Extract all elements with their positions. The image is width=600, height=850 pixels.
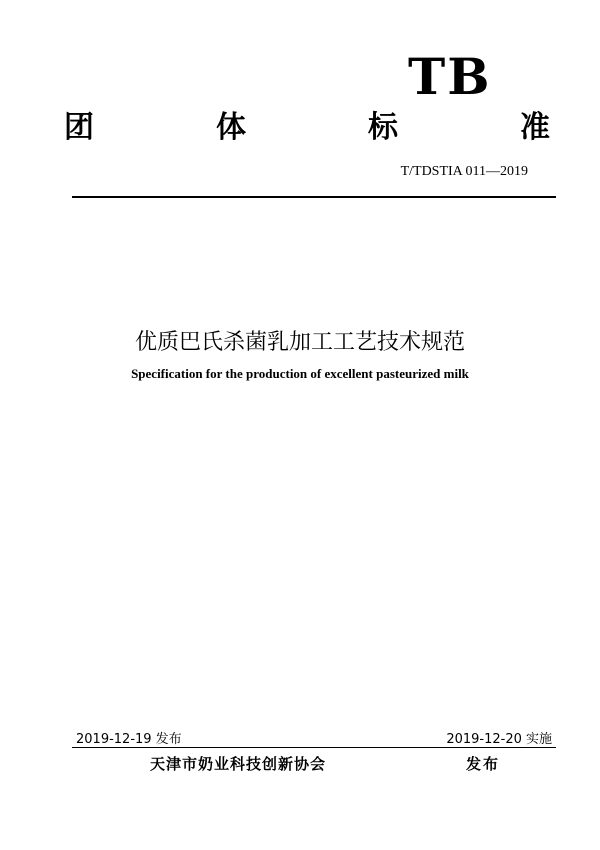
issue-date: 2019-12-19 发布 [76, 732, 182, 747]
issuing-organization: 天津市奶业科技创新协会 [150, 755, 327, 773]
tb-logo: TB [408, 47, 492, 106]
document-title-chinese: 优质巴氏杀菌乳加工工艺技术规范 [134, 330, 465, 355]
standard-type-char: 体 [216, 110, 246, 145]
standard-type-heading [62, 104, 552, 144]
document-title-english: Specification for the production of excellent pasteurized milk [131, 366, 469, 381]
standard-type-char: 准 [520, 110, 550, 145]
issued-label: 发布 [466, 755, 501, 773]
bottom-divider [72, 747, 556, 748]
standard-type-char: 标 [368, 110, 398, 145]
top-divider [72, 196, 556, 198]
standard-number: T/TDSTIA 011—2019 [400, 164, 528, 179]
standard-type-char: 团 [64, 110, 94, 145]
implementation-date: 2019-12-20 实施 [446, 732, 552, 747]
